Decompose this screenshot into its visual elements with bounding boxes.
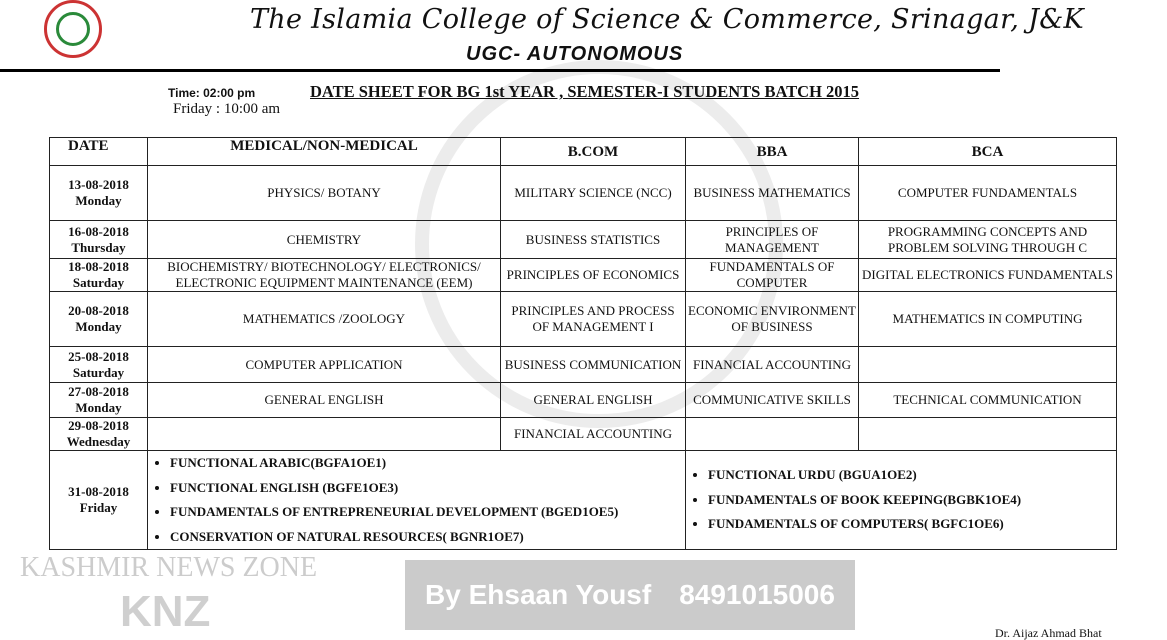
date-cell — [50, 221, 148, 259]
subject-bca — [859, 347, 1117, 383]
exam-date: 25-08-2018 — [68, 348, 129, 364]
subject-bba — [686, 418, 859, 451]
subject-bca: COMPUTER FUNDAMENTALS — [859, 166, 1117, 221]
watermark-credit — [405, 560, 855, 630]
elective-item: • FUNCTIONAL ARABIC(BGFA1OE1) — [170, 451, 683, 476]
subject-bca: TECHNICAL COMMUNICATION — [859, 383, 1117, 418]
elective-item: • FUNDAMENTALS OF ENTREPRENEURIAL DEVELOPMENT (BGED1OE5) — [170, 500, 683, 525]
table-row — [50, 347, 1117, 383]
exam-day: Saturday — [72, 364, 125, 380]
electives-left — [148, 451, 686, 550]
date-cell — [50, 292, 148, 347]
exam-date: 31-08-2018 — [68, 484, 129, 499]
subject-med: COMPUTER APPLICATION — [148, 347, 501, 383]
watermark-knz: KNZ — [120, 587, 211, 636]
table-row — [50, 292, 1117, 347]
exam-date: 20-08-2018 — [68, 303, 129, 318]
header-bba: BBA — [686, 138, 859, 166]
date-sheet-table — [49, 137, 1117, 550]
college-subtitle: UGC- AUTONOMOUS — [466, 43, 684, 65]
exam-day: Monday — [75, 400, 122, 415]
subject-bcom: PRINCIPLES OF ECONOMICS — [501, 259, 686, 292]
subject-med: CHEMISTRY — [148, 221, 501, 259]
subject-bcom: BUSINESS STATISTICS — [501, 221, 686, 259]
subject-med: BIOCHEMISTRY/ BIOTECHNOLOGY/ ELECTRONICS/ ELECTRONIC EQUIPMENT MAINTENANCE (EEM) — [148, 259, 501, 292]
signatory: Dr. Aijaz Ahmad Bhat — [995, 626, 1102, 640]
elective-item: • CONSERVATION OF NATURAL RESOURCES( BGNR1OE7) — [170, 525, 683, 550]
college-title: The Islamia College of Science & Commerce, Srinagar, J&K — [250, 4, 1084, 35]
subject-med: MATHEMATICS /ZOOLOGY — [148, 292, 501, 347]
table-row — [50, 221, 1117, 259]
subject-bba: COMMUNICATIVE SKILLS — [686, 383, 859, 418]
subject-bcom: GENERAL ENGLISH — [501, 383, 686, 418]
table-row — [50, 418, 1117, 451]
date-cell — [50, 451, 148, 550]
subject-bba: BUSINESS MATHEMATICS — [686, 166, 859, 221]
header-divider — [0, 69, 1000, 72]
watermark-phone: 8491015006 — [679, 579, 835, 610]
exam-date: 27-08-2018 — [68, 384, 129, 399]
subject-med: GENERAL ENGLISH — [148, 383, 501, 418]
subject-bba: FUNDAMENTALS OF COMPUTER — [686, 259, 859, 292]
subject-med — [148, 418, 501, 451]
exam-day: Monday — [75, 193, 122, 208]
subject-bba: FINANCIAL ACCOUNTING — [686, 347, 859, 383]
exam-day: Thursday — [71, 239, 126, 255]
college-logo — [44, 0, 102, 58]
subject-bcom: PRINCIPLES AND PROCESS OF MANAGEMENT I — [501, 292, 686, 347]
header-bca: BCA — [859, 138, 1117, 166]
subject-bca — [859, 418, 1117, 451]
table-row-open-electives — [50, 451, 1117, 550]
table-header-row — [50, 138, 1117, 166]
header-date: DATE — [50, 138, 148, 166]
date-sheet-heading: DATE SHEET FOR BG 1st YEAR , SEMESTER-I STUDENTS BATCH 2015 — [310, 82, 860, 101]
header-bcom: B.COM — [501, 138, 686, 166]
elective-item: • FUNDAMENTALS OF BOOK KEEPING(BGBK1OE4) — [708, 488, 1114, 513]
date-cell — [50, 347, 148, 383]
exam-date: 13-08-2018 — [68, 177, 129, 192]
table-row — [50, 259, 1117, 292]
date-cell — [50, 383, 148, 418]
subject-bca: DIGITAL ELECTRONICS FUNDAMENTALS — [859, 259, 1117, 292]
watermark-site: KASHMIR NEWS ZONE — [20, 552, 318, 583]
exam-day: Wednesday — [66, 434, 131, 449]
exam-day: Friday — [79, 500, 118, 515]
friday-time: Friday : 10:00 am — [173, 101, 281, 117]
exam-day: Monday — [75, 319, 122, 334]
table-row — [50, 383, 1117, 418]
date-cell — [50, 166, 148, 221]
exam-date: 18-08-2018 — [68, 259, 129, 274]
subject-bba: ECONOMIC ENVIRONMENT OF BUSINESS — [686, 292, 859, 347]
electives-right — [686, 451, 1117, 550]
subject-med: PHYSICS/ BOTANY — [148, 166, 501, 221]
exam-date: 29-08-2018 — [68, 418, 129, 433]
watermark-by: By Ehsaan Yousf — [425, 579, 652, 610]
subject-bcom: FINANCIAL ACCOUNTING — [501, 418, 686, 451]
elective-item: • FUNCTIONAL ENGLISH (BGFE1OE3) — [170, 476, 683, 501]
subject-bca: MATHEMATICS IN COMPUTING — [859, 292, 1117, 347]
date-cell — [50, 418, 148, 451]
date-cell — [50, 259, 148, 292]
exam-time: Time: 02:00 pm — [168, 86, 256, 100]
header-medical: MEDICAL/NON-MEDICAL — [148, 138, 501, 166]
exam-date: 16-08-2018 — [68, 223, 129, 239]
subject-bca: PROGRAMMING CONCEPTS AND PROBLEM SOLVING THROUGH C — [859, 221, 1117, 259]
elective-item: • FUNCTIONAL URDU (BGUA1OE2) — [708, 463, 1114, 488]
subject-bcom: MILITARY SCIENCE (NCC) — [501, 166, 686, 221]
subject-bba: PRINCIPLES OF MANAGEMENT — [686, 221, 859, 259]
exam-day: Saturday — [72, 275, 125, 290]
elective-item: • FUNDAMENTALS OF COMPUTERS( BGFC1OE6) — [708, 512, 1114, 537]
subject-bcom: BUSINESS COMMUNICATION — [501, 347, 686, 383]
table-row — [50, 166, 1117, 221]
